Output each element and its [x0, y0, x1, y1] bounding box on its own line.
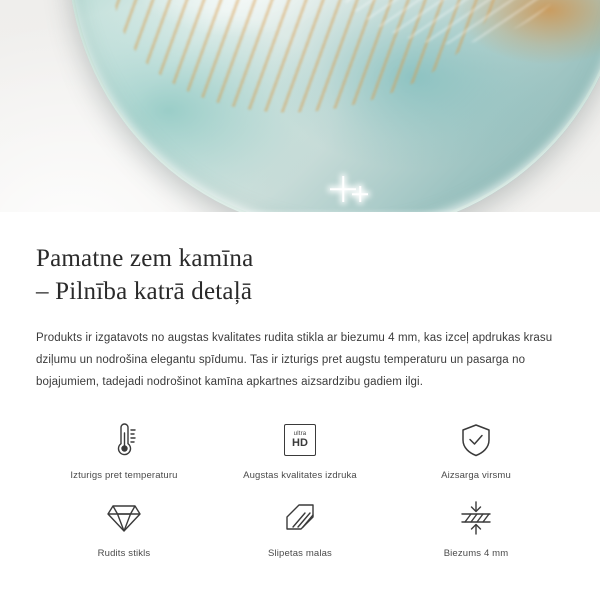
feature-label: Izturigs pret temperaturu [70, 469, 178, 481]
hero-image [0, 0, 600, 212]
polished-edges-icon [283, 497, 317, 539]
feature-grid [36, 419, 564, 559]
ultra-hd-icon [284, 419, 316, 461]
page-title [36, 212, 564, 309]
feature-label: Rudits stikls [97, 547, 151, 559]
diamond-icon [106, 497, 142, 539]
feature-item-tempered-glass [36, 497, 212, 559]
thermometer-icon [107, 419, 141, 461]
feature-item-print-quality [212, 419, 388, 481]
product-description: Produkts ir izgatavots no augstas kvalitates rudita stikla ar biezumu 4 mm, kas izceļ apdrukas krasu dziļumu un nodrošina elegantu spīdumu. Tas ir izturigs pret augstu temperaturu un pasarga no bojajumiem, tadejadi nodrošinot kamīna apkartnes aizsardzibu gadiem ilgi. [36, 331, 553, 388]
content-section [0, 212, 600, 559]
feature-item-thickness [388, 497, 564, 559]
feature-item-surface-protection [388, 419, 564, 481]
feature-label: Augstas kvalitates izdruka [243, 469, 357, 481]
feature-item-temperature [36, 419, 212, 481]
feature-label: Biezums 4 mm [443, 547, 509, 559]
ultra-hd-bottom-text: HD [292, 436, 308, 449]
glass-disc-product-image [68, 0, 600, 212]
headline-line-1: Pamatne zem kamīna [36, 245, 254, 272]
feature-item-polished-edges [212, 497, 388, 559]
thickness-icon [459, 497, 493, 539]
shield-check-icon [460, 419, 492, 461]
headline-line-2: – Pilnība katrā detaļā [36, 278, 253, 306]
ultra-hd-top-text: ultra [293, 430, 307, 437]
feature-label: Aizsarga virsmu [441, 469, 511, 481]
feature-label: Slipetas malas [268, 547, 332, 559]
